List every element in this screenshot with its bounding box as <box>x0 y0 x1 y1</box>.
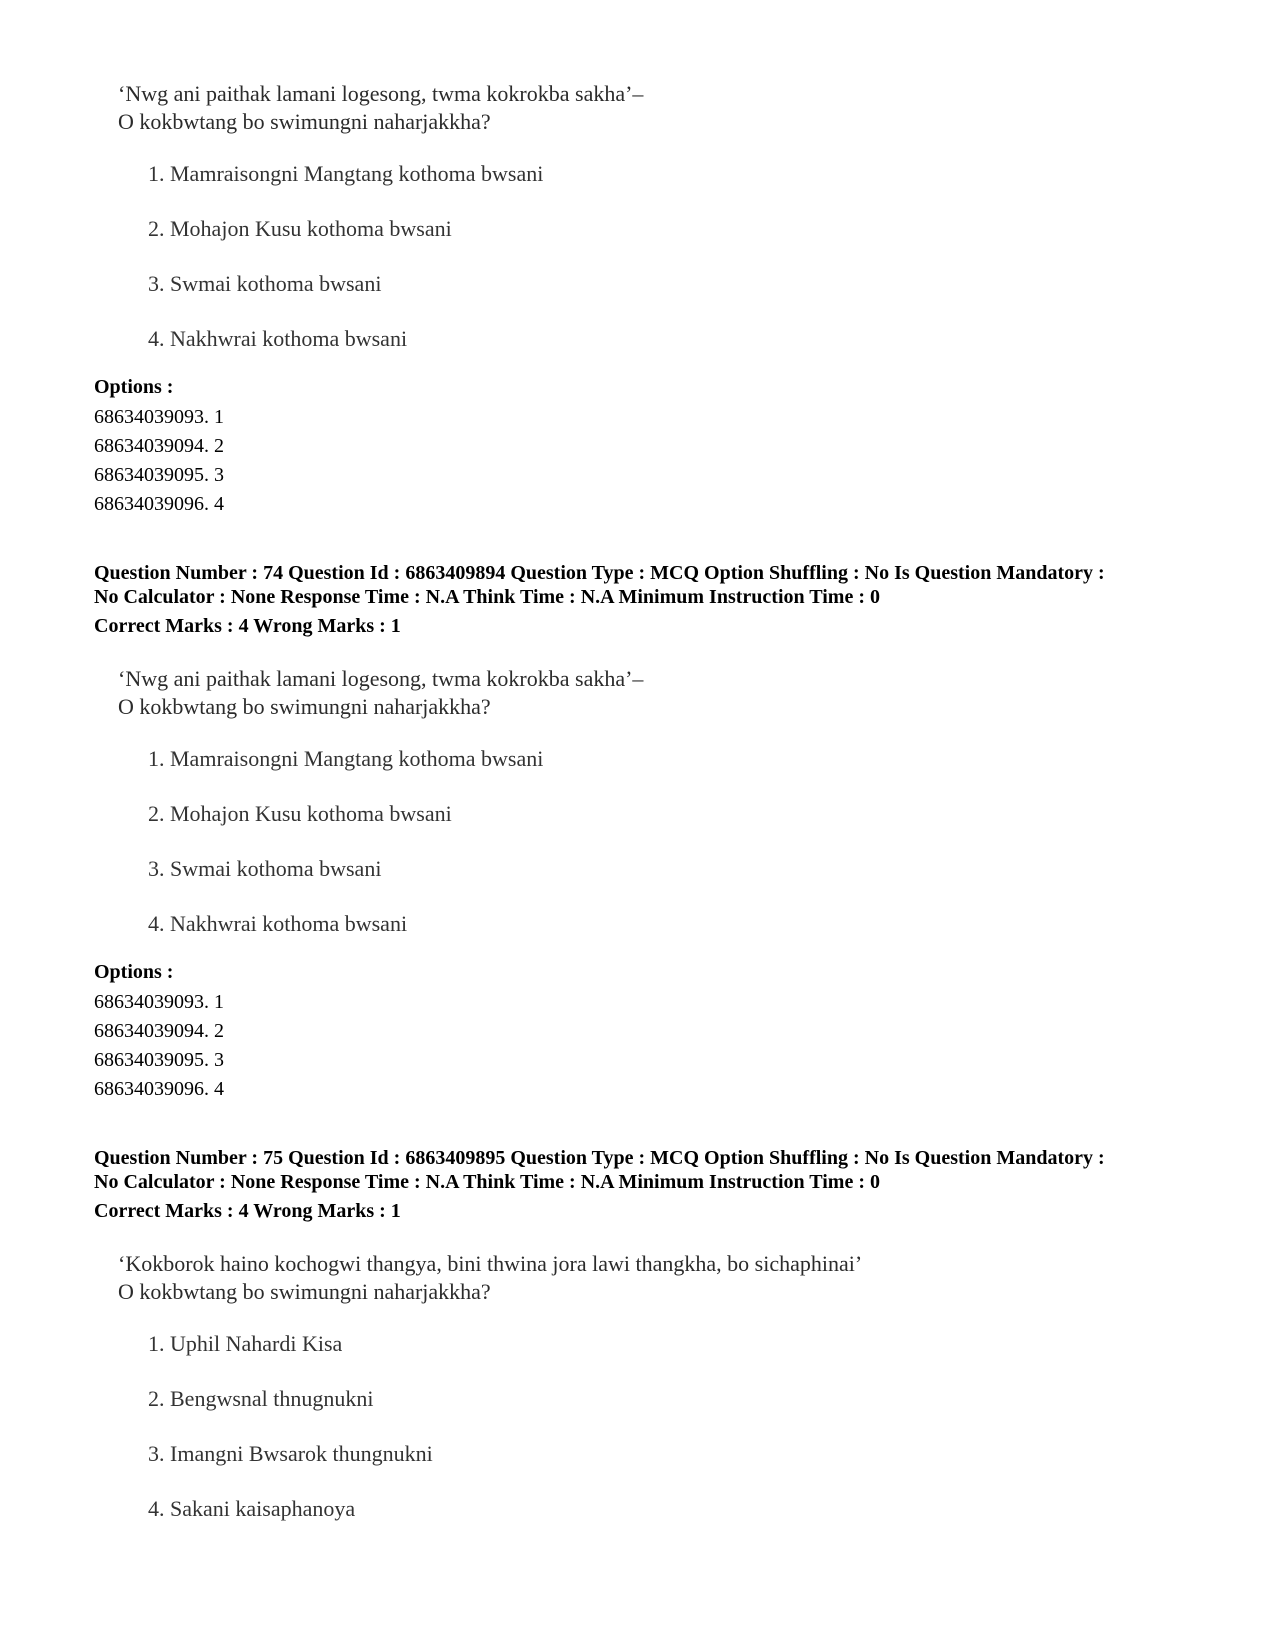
option-id: 68634039094. 2 <box>94 435 224 457</box>
question-meta-line: Question Number : 75 Question Id : 6863409895 Question Type : MCQ Option Shuffling : No Is Question Mandatory : <box>94 1147 1105 1169</box>
option-id: 68634039094. 2 <box>94 1020 224 1042</box>
choice-list <box>148 1330 433 1550</box>
question-meta-line: No Calculator : None Response Time : N.A Think Time : N.A Minimum Instruction Time : 0 <box>94 586 880 608</box>
choice-item: 4. Nakhwrai kothoma bwsani <box>148 326 408 351</box>
question-stem-line: ‘Nwg ani paithak lamani logesong, twma kokrokba sakha’– <box>118 666 644 691</box>
question-meta-line: Question Number : 74 Question Id : 6863409894 Question Type : MCQ Option Shuffling : No Is Question Mandatory : <box>94 562 1105 584</box>
choice-item: 2. Mohajon Kusu kothoma bwsani <box>148 216 452 241</box>
marks-line: Correct Marks : 4 Wrong Marks : 1 <box>94 615 401 637</box>
question-stem-line: ‘Kokborok haino kochogwi thangya, bini thwina jora lawi thangkha, bo sichaphinai’ <box>118 1251 863 1276</box>
marks-line: Correct Marks : 4 Wrong Marks : 1 <box>94 1200 401 1222</box>
question-stem-line: ‘Nwg ani paithak lamani logesong, twma kokrokba sakha’– <box>118 81 644 106</box>
option-id: 68634039093. 1 <box>94 991 224 1013</box>
question-stem-line: O kokbwtang bo swimungni naharjakkha? <box>118 109 491 134</box>
question-stem <box>118 80 643 136</box>
choice-item: 2. Bengwsnal thnugnukni <box>148 1386 374 1411</box>
choice-list <box>148 745 543 965</box>
question-stem <box>118 665 643 721</box>
choice-item: 1. Mamraisongni Mangtang kothoma bwsani <box>148 746 544 771</box>
choice-item: 1. Mamraisongni Mangtang kothoma bwsani <box>148 161 544 186</box>
choice-item: 3. Swmai kothoma bwsani <box>148 856 382 881</box>
option-id: 68634039096. 4 <box>94 493 224 515</box>
choice-item: 4. Sakani kaisaphanoya <box>148 1496 356 1521</box>
question-meta <box>94 1146 1214 1194</box>
question-stem <box>118 1250 862 1306</box>
question-meta-line: No Calculator : None Response Time : N.A Think Time : N.A Minimum Instruction Time : 0 <box>94 1171 880 1193</box>
option-id-list <box>94 403 224 519</box>
question-meta <box>94 561 1214 609</box>
option-id: 68634039095. 3 <box>94 1049 224 1071</box>
choice-item: 2. Mohajon Kusu kothoma bwsani <box>148 801 452 826</box>
choice-item: 3. Imangni Bwsarok thungnukni <box>148 1441 433 1466</box>
options-label: Options : <box>94 376 174 398</box>
option-id: 68634039095. 3 <box>94 464 224 486</box>
choice-item: 3. Swmai kothoma bwsani <box>148 271 382 296</box>
options-label: Options : <box>94 961 174 983</box>
question-stem-line: O kokbwtang bo swimungni naharjakkha? <box>118 1279 491 1304</box>
option-id: 68634039096. 4 <box>94 1078 224 1100</box>
question-stem-line: O kokbwtang bo swimungni naharjakkha? <box>118 694 491 719</box>
option-id-list <box>94 988 224 1104</box>
choice-list <box>148 160 543 380</box>
choice-item: 1. Uphil Nahardi Kisa <box>148 1331 343 1356</box>
option-id: 68634039093. 1 <box>94 406 224 428</box>
choice-item: 4. Nakhwrai kothoma bwsani <box>148 911 408 936</box>
